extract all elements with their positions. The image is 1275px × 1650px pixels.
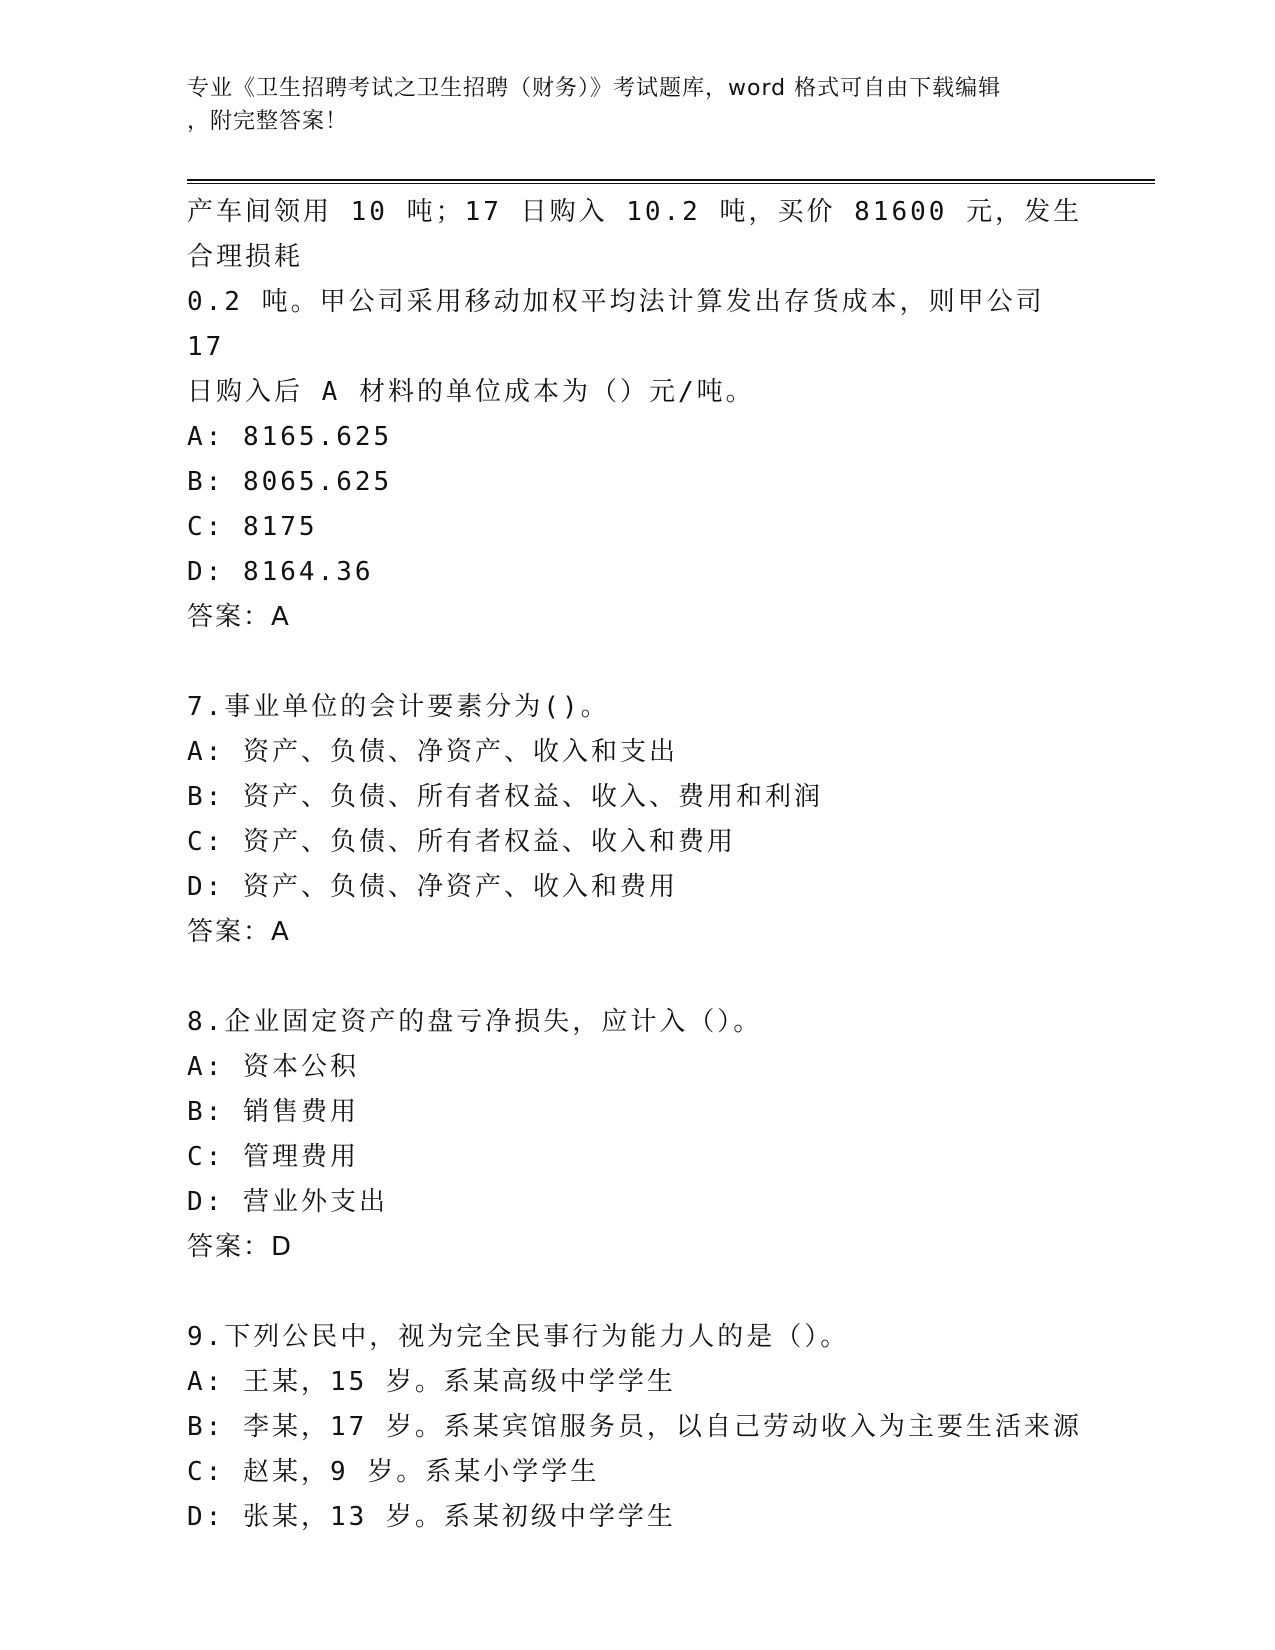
question-9-block xyxy=(187,1315,1087,1540)
question-6-option-d: D: 8164.36 xyxy=(187,557,374,587)
question-7-option-b: B: 资产、负债、所有者权益、收入、费用和利润 xyxy=(187,782,823,812)
header-line-2: ，附完整答案！ xyxy=(187,109,349,134)
document-header xyxy=(187,72,1067,138)
question-6-stem-line-1: 产车间领用 10 吨；17 日购入 10.2 吨，买价 81600 元，发生合理损耗 xyxy=(187,197,1083,272)
question-9-stem: 9.下列公民中，视为完全民事行为能力人的是（）。 xyxy=(187,1322,850,1352)
question-8-stem: 8.企业固定资产的盘亏净损失，应计入（）。 xyxy=(187,1007,763,1037)
question-6-option-a: A: 8165.625 xyxy=(187,422,393,452)
question-6-stem-line-3: 日购入后 A 材料的单位成本为（）元/吨。 xyxy=(187,377,755,407)
question-9-option-b: B: 李某，17 岁。系某宾馆服务员，以自己劳动收入为主要生活来源 xyxy=(187,1412,1082,1442)
question-9-option-c: C: 赵某，9 岁。系某小学学生 xyxy=(187,1457,600,1487)
question-8-option-d: D: 营业外支出 xyxy=(187,1187,388,1217)
question-7-option-c: C: 资产、负债、所有者权益、收入和费用 xyxy=(187,827,736,857)
question-8-option-c: C: 管理费用 xyxy=(187,1142,359,1172)
question-7-block xyxy=(187,685,1087,955)
question-7-option-a: A: 资产、负债、净资产、收入和支出 xyxy=(187,737,678,767)
header-line-1: 专业《卫生招聘考试之卫生招聘（财务）》考试题库，word 格式可自由下载编辑 xyxy=(187,76,1002,101)
question-6-block xyxy=(187,190,1087,640)
question-8-option-a: A: 资本公积 xyxy=(187,1052,359,1082)
header-rule-thin xyxy=(187,183,1155,184)
question-8-option-b: B: 销售费用 xyxy=(187,1097,359,1127)
question-6-answer: 答案：A xyxy=(187,602,291,632)
question-7-stem: 7.事业单位的会计要素分为()。 xyxy=(187,692,610,722)
header-rule-thick xyxy=(187,179,1155,181)
question-7-option-d: D: 资产、负债、净资产、收入和费用 xyxy=(187,872,678,902)
question-9-option-d: D: 张某，13 岁。系某初级中学学生 xyxy=(187,1502,676,1532)
question-6-option-c: C: 8175 xyxy=(187,512,318,542)
question-6-stem-line-2: 0.2 吨。甲公司采用移动加权平均法计算发出存货成本，则甲公司 17 xyxy=(187,287,1045,362)
question-8-answer: 答案：D xyxy=(187,1232,294,1262)
question-6-option-b: B: 8065.625 xyxy=(187,467,393,497)
question-content xyxy=(187,190,1087,1585)
question-9-option-a: A: 王某，15 岁。系某高级中学学生 xyxy=(187,1367,676,1397)
question-8-block xyxy=(187,1000,1087,1270)
question-7-answer: 答案：A xyxy=(187,917,291,947)
